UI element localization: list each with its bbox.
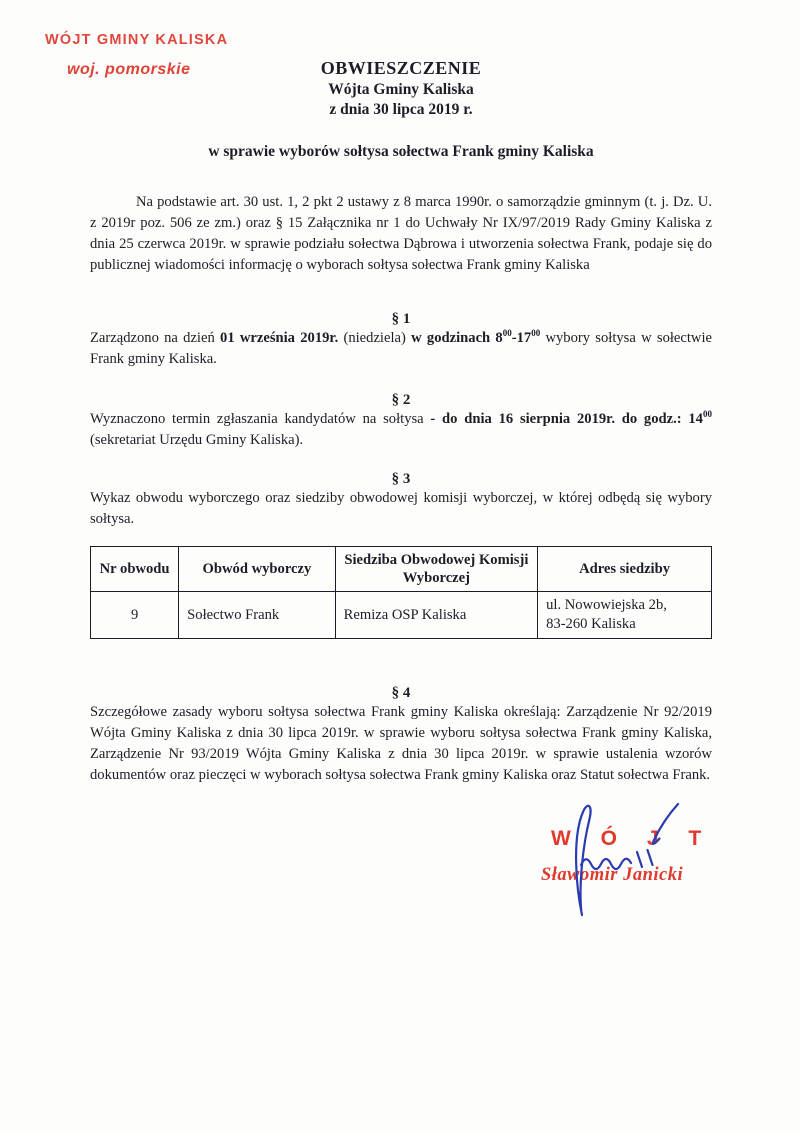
cell-commission-seat: Remiza OSP Kaliska bbox=[335, 592, 537, 639]
col-header-address: Adres siedziby bbox=[538, 547, 712, 592]
col-header-commission-seat: Siedziba Obwodowej Komisji Wyborczej bbox=[335, 547, 537, 592]
document-date: z dnia 30 lipca 2019 r. bbox=[329, 101, 473, 118]
section-1-date-bold: 01 września 2019r. bbox=[220, 330, 339, 346]
section-4-heading: § 4 bbox=[391, 685, 411, 701]
section-1-text: Zarządzono na dzień bbox=[90, 330, 221, 346]
section-3-heading: § 3 bbox=[391, 471, 411, 487]
table-header-row bbox=[91, 547, 712, 592]
signature-block bbox=[523, 795, 714, 920]
hours-superscript: 00 bbox=[502, 328, 512, 339]
electoral-district-table bbox=[90, 546, 712, 639]
section-4-paragraph: Szczegółowe zasady wyboru sołtysa sołectwa Frank gminy Kaliska określają: Zarządzenie Nr 92/2019 Wójta Gminy Kaliska z dnia 30 lipca 2019r. w sprawie wyboru sołtysa sołectwa Frank gminy Kaliska, Zarządzenie Nr 93/2019 Wójta Gminy Kaliska z dnia 30 lipca 2019r. w sprawie ustalenia wzorów dokumentów oraz pieczęci w wyborach sołtysa sołectwa Frank gminy Kaliska oraz Statut sołectwa Frank. bbox=[90, 704, 712, 783]
hours-superscript: 00 bbox=[531, 328, 541, 339]
hours-superscript: 00 bbox=[702, 409, 712, 420]
handwritten-signature bbox=[523, 795, 703, 920]
cell-district: Sołectwo Frank bbox=[179, 592, 335, 639]
signature-stamp-title: W Ó J T bbox=[551, 827, 714, 850]
signature-stamp-name: Sławomir Janicki bbox=[541, 865, 684, 885]
table-row bbox=[91, 592, 712, 639]
section-3-paragraph: Wykaz obwodu wyborczego oraz siedziby obwodowej komisji wyborczej, w której odbędą się wybory sołtysa. bbox=[90, 490, 712, 527]
document-title: OBWIESZCZENIE bbox=[320, 58, 482, 78]
section-1-paragraph: Zarządzono na dzień 01 września 2019r. (niedziela) w godzinach $8^{00}-17^{00}$ wybory sołtysa w sołectwie Frank gminy Kaliska. bbox=[90, 328, 713, 367]
sender-stamp-voivodeship: woj. pomorskie bbox=[67, 61, 191, 78]
section-2-text: Wyznaczono termin zgłaszania kandydatów na sołtysa bbox=[90, 411, 431, 427]
sender-stamp bbox=[45, 32, 228, 79]
col-header-district-no: Nr obwodu bbox=[91, 547, 179, 592]
sender-stamp-office: WÓJT GMINY KALISKA bbox=[45, 32, 229, 48]
section-2-heading: § 2 bbox=[391, 392, 411, 408]
section-2-deadline-bold: - do dnia 16 sierpnia 2019r. do godz.: 14 bbox=[430, 411, 703, 427]
intro-paragraph: Na podstawie art. 30 ust. 1, 2 pkt 2 ustawy z 8 marca 1990r. o samorządzie gminnym (t. j. Dz. U. z 2019r poz. 506 ze zm.) oraz § 15 Załącznika nr 1 do Uchwały Nr IX/97/2019 Rady Gminy Kaliska z dnia 25 czerwca 2019r. w sprawie podziału sołectwa Dąbrowa i utworzenia sołectwa Frank, podaje się do publicznej wiadomości informację o wyborach sołtysa sołectwa Frank gminy Kaliska bbox=[90, 194, 712, 273]
section-2-paragraph: Wyznaczono termin zgłaszania kandydatów na sołtysa - do dnia 16 sierpnia 2019r. do godz.: $14^{00}$ (sekretariat Urzędu Gminy Kaliska). bbox=[90, 409, 712, 448]
document-subject: w sprawie wyborów sołtysa sołectwa Frank gminy Kaliska bbox=[208, 143, 594, 160]
cell-address: ul. Nowowiejska 2b, 83-260 Kaliska bbox=[538, 592, 712, 639]
col-header-district: Obwód wyborczy bbox=[179, 547, 335, 592]
cell-district-no: 9 bbox=[91, 592, 179, 639]
document-issuer: Wójta Gminy Kaliska bbox=[328, 81, 474, 98]
section-1-heading: § 1 bbox=[391, 311, 411, 327]
